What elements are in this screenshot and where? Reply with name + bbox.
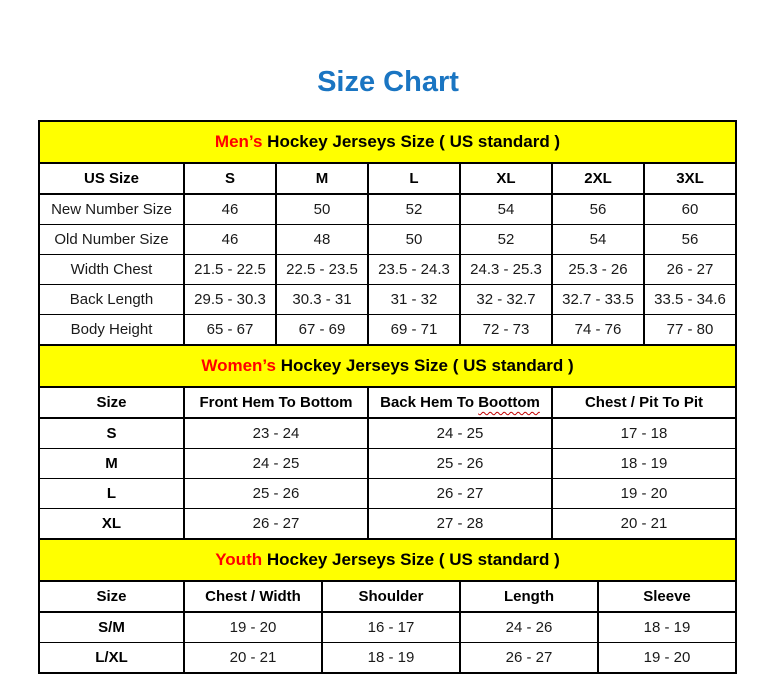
cell-value: 17 - 18 [552,418,736,449]
column-header: S [184,163,276,194]
row-label: New Number Size [39,194,184,225]
column-header: Sleeve [598,581,736,612]
column-header: Shoulder [322,581,460,612]
cell-value: 56 [552,194,644,225]
cell-value: 24 - 25 [184,449,368,479]
section-header-row [39,121,736,163]
section-title-womens [39,345,736,387]
cell-value: 48 [276,225,368,255]
cell-value: 65 - 67 [184,315,276,346]
cell-value: 77 - 80 [644,315,736,346]
misspelled-word: Boottom [478,394,540,411]
table-row [39,479,736,509]
row-label: S [39,418,184,449]
tables-container [38,120,737,674]
cell-value: 26 - 27 [460,643,598,674]
cell-value: 18 - 19 [322,643,460,674]
cell-value: 25 - 26 [184,479,368,509]
row-label: Body Height [39,315,184,346]
cell-value: 26 - 27 [644,255,736,285]
cell-value: 23 - 24 [184,418,368,449]
cell-value: 32.7 - 33.5 [552,285,644,315]
section-title-mens [39,121,736,163]
section-header-row [39,539,736,581]
column-header: Back Hem To Boottom [368,387,552,418]
cell-value: 18 - 19 [598,612,736,643]
column-header: Size [39,581,184,612]
cell-value: 54 [460,194,552,225]
cell-value: 25 - 26 [368,449,552,479]
section-title-text: Hockey Jerseys Size ( US standard ) [275,356,574,375]
row-label: M [39,449,184,479]
cell-value: 23.5 - 24.3 [368,255,460,285]
cell-value: 67 - 69 [276,315,368,346]
section-title-accent: Youth [215,550,263,569]
cell-value: 52 [368,194,460,225]
column-header: M [276,163,368,194]
page-title: Size Chart [317,66,459,98]
cell-value: 18 - 19 [552,449,736,479]
row-label: Back Length [39,285,184,315]
cell-value: 46 [184,194,276,225]
cell-value: 33.5 - 34.6 [644,285,736,315]
cell-value: 46 [184,225,276,255]
cell-value: 50 [368,225,460,255]
row-label: XL [39,509,184,540]
section-header-row [39,345,736,387]
cell-value: 22.5 - 23.5 [276,255,368,285]
column-header-row [39,387,736,418]
section-title-youth [39,539,736,581]
cell-value: 56 [644,225,736,255]
cell-value: 27 - 28 [368,509,552,540]
row-label: Width Chest [39,255,184,285]
cell-value: 29.5 - 30.3 [184,285,276,315]
section-title-accent: Men’s [214,132,263,151]
table-row [39,315,736,346]
size-table-youth [38,538,737,674]
cell-value: 30.3 - 31 [276,285,368,315]
cell-value: 16 - 17 [322,612,460,643]
column-header: Chest / Pit To Pit [552,387,736,418]
table-row [39,255,736,285]
table-row [39,449,736,479]
column-header: L [368,163,460,194]
column-header: 3XL [644,163,736,194]
column-header-row [39,581,736,612]
cell-value: 26 - 27 [368,479,552,509]
table-row [39,225,736,255]
row-label: S/M [39,612,184,643]
cell-value: 24 - 25 [368,418,552,449]
cell-value: 24 - 26 [460,612,598,643]
cell-value: 50 [276,194,368,225]
table-row [39,612,736,643]
cell-value: 60 [644,194,736,225]
size-table-womens [38,344,737,540]
cell-value: 20 - 21 [552,509,736,540]
table-row [39,643,736,674]
row-label: Old Number Size [39,225,184,255]
cell-value: 19 - 20 [598,643,736,674]
column-header: Length [460,581,598,612]
cell-value: 31 - 32 [368,285,460,315]
row-label: L/XL [39,643,184,674]
cell-value: 72 - 73 [460,315,552,346]
row-label: L [39,479,184,509]
cell-value: 32 - 32.7 [460,285,552,315]
column-header: Size [39,387,184,418]
table-row [39,194,736,225]
cell-value: 25.3 - 26 [552,255,644,285]
cell-value: 24.3 - 25.3 [460,255,552,285]
cell-value: 54 [552,225,644,255]
cell-value: 20 - 21 [184,643,322,674]
cell-value: 52 [460,225,552,255]
cell-value: 69 - 71 [368,315,460,346]
cell-value: 74 - 76 [552,315,644,346]
column-header: Chest / Width [184,581,322,612]
column-header: XL [460,163,552,194]
cell-value: 19 - 20 [552,479,736,509]
section-title-text: Hockey Jerseys Size ( US standard ) [262,550,560,569]
column-header: 2XL [552,163,644,194]
section-title-accent: Women’s [201,356,276,375]
column-header: Front Hem To Bottom [184,387,368,418]
table-row [39,418,736,449]
size-table-mens [38,120,737,346]
column-header-row [39,163,736,194]
table-row [39,285,736,315]
cell-value: 21.5 - 22.5 [184,255,276,285]
column-header: US Size [39,163,184,194]
cell-value: 19 - 20 [184,612,322,643]
section-title-text: Hockey Jerseys Size ( US standard ) [262,132,561,151]
cell-value: 26 - 27 [184,509,368,540]
table-row [39,509,736,540]
